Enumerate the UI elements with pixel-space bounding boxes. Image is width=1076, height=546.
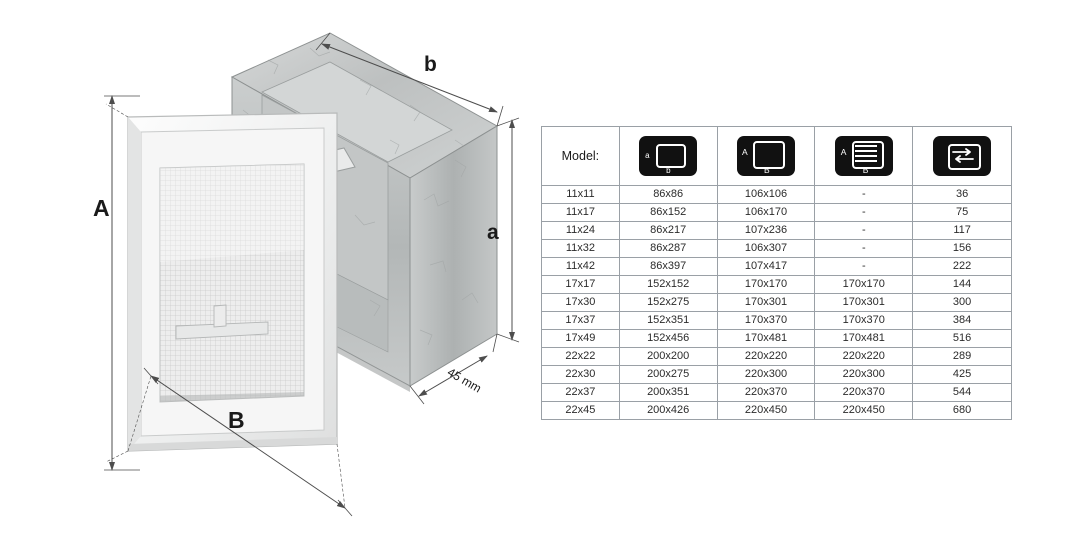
cell-c1: 200x351	[619, 384, 717, 402]
cell-c1: 152x152	[619, 276, 717, 294]
cell-c2: 220x450	[717, 402, 815, 420]
cell-c2: 220x220	[717, 348, 815, 366]
cell-c2: 170x370	[717, 312, 815, 330]
cell-c1: 86x86	[619, 186, 717, 204]
cell-c4: 516	[913, 330, 1012, 348]
dimension-label-a: a	[487, 221, 499, 244]
cell-model: 11x11	[542, 186, 620, 204]
table-row	[542, 312, 1012, 330]
table-row	[542, 186, 1012, 204]
header-inner-dimensions	[619, 127, 717, 186]
header-airflow	[913, 127, 1012, 186]
cell-c1: 200x275	[619, 366, 717, 384]
cell-model: 17x49	[542, 330, 620, 348]
white-front-frame	[128, 113, 337, 451]
cell-c3: 170x481	[815, 330, 913, 348]
cell-model: 17x17	[542, 276, 620, 294]
cell-c4: 289	[913, 348, 1012, 366]
table-row	[542, 294, 1012, 312]
cell-c1: 200x426	[619, 402, 717, 420]
cell-c4: 544	[913, 384, 1012, 402]
icon3-label-bottom: B	[862, 165, 869, 175]
cell-c4: 680	[913, 402, 1012, 420]
icon2-label-left: A	[741, 147, 748, 157]
cell-c2: 170x481	[717, 330, 815, 348]
cell-c4: 222	[913, 258, 1012, 276]
inner-dimensions-icon	[639, 136, 697, 176]
cell-c4: 425	[913, 366, 1012, 384]
cell-c4: 36	[913, 186, 1012, 204]
cell-c3: -	[815, 204, 913, 222]
cell-c4: 384	[913, 312, 1012, 330]
cell-c3: 170x370	[815, 312, 913, 330]
cell-c2: 220x300	[717, 366, 815, 384]
cell-model: 22x22	[542, 348, 620, 366]
grille-face-dimensions-icon	[835, 136, 893, 176]
header-model: Model:	[542, 127, 620, 186]
icon2-label-bottom: B	[763, 165, 770, 175]
cell-c4: 156	[913, 240, 1012, 258]
cell-c3: 220x220	[815, 348, 913, 366]
header-outer-dimensions	[717, 127, 815, 186]
cell-c2: 107x236	[717, 222, 815, 240]
cell-c1: 86x287	[619, 240, 717, 258]
cell-c3: -	[815, 258, 913, 276]
cell-c1: 152x275	[619, 294, 717, 312]
cell-model: 11x42	[542, 258, 620, 276]
icon1-label-left: a	[645, 151, 650, 160]
cell-c1: 152x456	[619, 330, 717, 348]
cell-c4: 300	[913, 294, 1012, 312]
cell-c3: 220x370	[815, 384, 913, 402]
cell-c3: -	[815, 222, 913, 240]
table-row	[542, 348, 1012, 366]
icon3-louvre-lines	[855, 145, 877, 162]
airflow-icon	[933, 136, 991, 176]
cell-c3: 170x301	[815, 294, 913, 312]
dimension-label-depth: 45 mm	[445, 365, 484, 396]
cell-c2: 106x170	[717, 204, 815, 222]
cell-c1: 86x217	[619, 222, 717, 240]
cell-model: 17x37	[542, 312, 620, 330]
cell-c2: 220x370	[717, 384, 815, 402]
cell-c2: 170x170	[717, 276, 815, 294]
icon3-label-left: A	[840, 147, 847, 157]
cell-c3: -	[815, 186, 913, 204]
icon1-square	[656, 144, 686, 168]
specification-table	[541, 126, 1012, 420]
cell-model: 11x32	[542, 240, 620, 258]
cell-model: 11x24	[542, 222, 620, 240]
table-row	[542, 204, 1012, 222]
cell-model: 11x17	[542, 204, 620, 222]
cell-c4: 144	[913, 276, 1012, 294]
icon1-label-bottom: b	[666, 166, 671, 175]
cell-c1: 200x200	[619, 348, 717, 366]
table-header-row	[542, 127, 1012, 186]
cell-c3: 220x300	[815, 366, 913, 384]
outer-dimensions-icon	[737, 136, 795, 176]
cell-c3: -	[815, 240, 913, 258]
cell-c1: 86x152	[619, 204, 717, 222]
cell-model: 22x37	[542, 384, 620, 402]
table-row	[542, 366, 1012, 384]
cell-model: 22x45	[542, 402, 620, 420]
cell-model: 17x30	[542, 294, 620, 312]
cell-c4: 117	[913, 222, 1012, 240]
table-row	[542, 222, 1012, 240]
cell-c2: 170x301	[717, 294, 815, 312]
header-grille-face-dimensions	[815, 127, 913, 186]
table-row	[542, 240, 1012, 258]
cell-c2: 106x307	[717, 240, 815, 258]
cell-c3: 220x450	[815, 402, 913, 420]
cell-c1: 152x351	[619, 312, 717, 330]
cell-model: 22x30	[542, 366, 620, 384]
cell-c4: 75	[913, 204, 1012, 222]
cell-c3: 170x170	[815, 276, 913, 294]
cell-c1: 86x397	[619, 258, 717, 276]
table-row	[542, 276, 1012, 294]
table-body	[542, 186, 1012, 420]
dimension-label-A: A	[93, 195, 110, 221]
cell-c2: 107x417	[717, 258, 815, 276]
table-row	[542, 258, 1012, 276]
table-row	[542, 384, 1012, 402]
dimension-label-B: B	[228, 407, 245, 433]
dimension-label-b: b	[424, 53, 437, 76]
table-row	[542, 330, 1012, 348]
cell-c2: 106x106	[717, 186, 815, 204]
airflow-arrows-glyph	[951, 147, 975, 163]
table-row	[542, 402, 1012, 420]
